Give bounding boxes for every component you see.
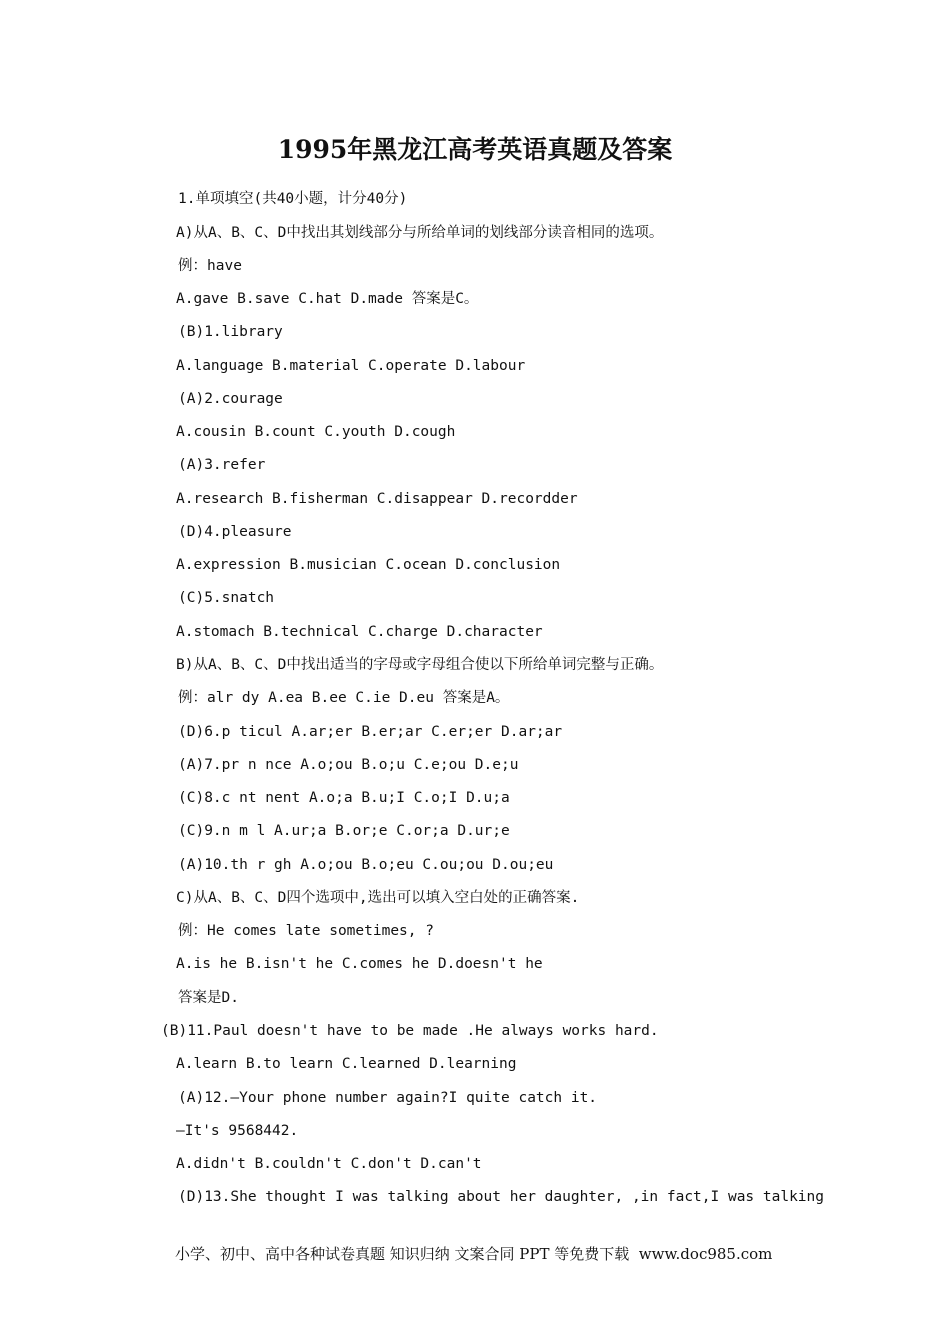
options-line: A.learn B.to learn C.learned D.learning — [176, 1056, 517, 1072]
question-line: (C)5.snatch — [178, 590, 275, 606]
question-line: (D)4.pleasure — [178, 524, 292, 540]
question-line: (A)3.refer — [178, 457, 266, 473]
example-line: 例：He comes late sometimes, ? — [178, 923, 434, 939]
options-line: A.expression B.musician C.ocean D.conclusion — [176, 557, 561, 573]
options-line: A.gave B.save C.hat D.made 答案是C。 — [176, 291, 479, 307]
question-line: (B)11.Paul doesn't have to be made .He always works hard. — [161, 1023, 659, 1039]
options-line: A.language B.material C.operate D.labour — [176, 358, 526, 374]
question-line: (D)13.She thought I was talking about her daughter, ,in fact,I was talking — [178, 1189, 825, 1205]
question-line: (A)12.—Your phone number again?I quite catch it. — [178, 1090, 598, 1106]
example-line: 例：have — [178, 258, 242, 274]
question-line: (A)2.courage — [178, 391, 283, 407]
question-line: (C)9.n m l A.ur;a B.or;e C.or;a D.ur;e — [178, 823, 510, 839]
options-line: A.didn't B.couldn't C.don't D.can't — [176, 1156, 482, 1172]
options-line: A.cousin B.count C.youth D.cough — [176, 424, 456, 440]
instruction-line: B)从A、B、C、D中找出适当的字母或字母组合使以下所给单词完整与正确。 — [176, 657, 664, 673]
options-line: A.stomach B.technical C.charge D.character — [176, 624, 543, 640]
instruction-line: A)从A、B、C、D中找出其划线部分与所给单词的划线部分读音相同的选项。 — [176, 225, 664, 241]
question-line: (A)7.pr n nce A.o;ou B.o;u C.e;ou D.e;u — [178, 757, 519, 773]
section-heading: 1.单项填空(共40小题，计分40分) — [178, 191, 408, 207]
options-line: A.research B.fisherman C.disappear D.recordder — [176, 491, 578, 507]
answer-line: 答案是D. — [178, 990, 239, 1006]
question-line: (A)10.th r gh A.o;ou B.o;eu C.ou;ou D.ou;eu — [178, 857, 554, 873]
dialogue-line: —It's 9568442. — [176, 1123, 299, 1139]
options-line: A.is he B.isn't he C.comes he D.doesn't he — [176, 956, 543, 972]
question-line: (C)8.c nt nent A.o;a B.u;I C.o;I D.u;a — [178, 790, 510, 806]
example-line: 例：alr dy A.ea B.ee C.ie D.eu 答案是A。 — [178, 690, 510, 706]
page-title: 1995年黑龙江高考英语真题及答案 — [277, 135, 673, 164]
instruction-line: C)从A、B、C、D四个选项中,选出可以填入空白处的正确答案. — [176, 890, 580, 906]
question-line: (D)6.p ticul A.ar;er B.er;ar C.er;er D.ar;ar — [178, 724, 563, 740]
question-line: (B)1.library — [178, 324, 283, 340]
page-footer: 小学、初中、高中各种试卷真题 知识归纳 文案合同 PPT 等免费下载 www.doc985.com — [175, 1245, 773, 1263]
